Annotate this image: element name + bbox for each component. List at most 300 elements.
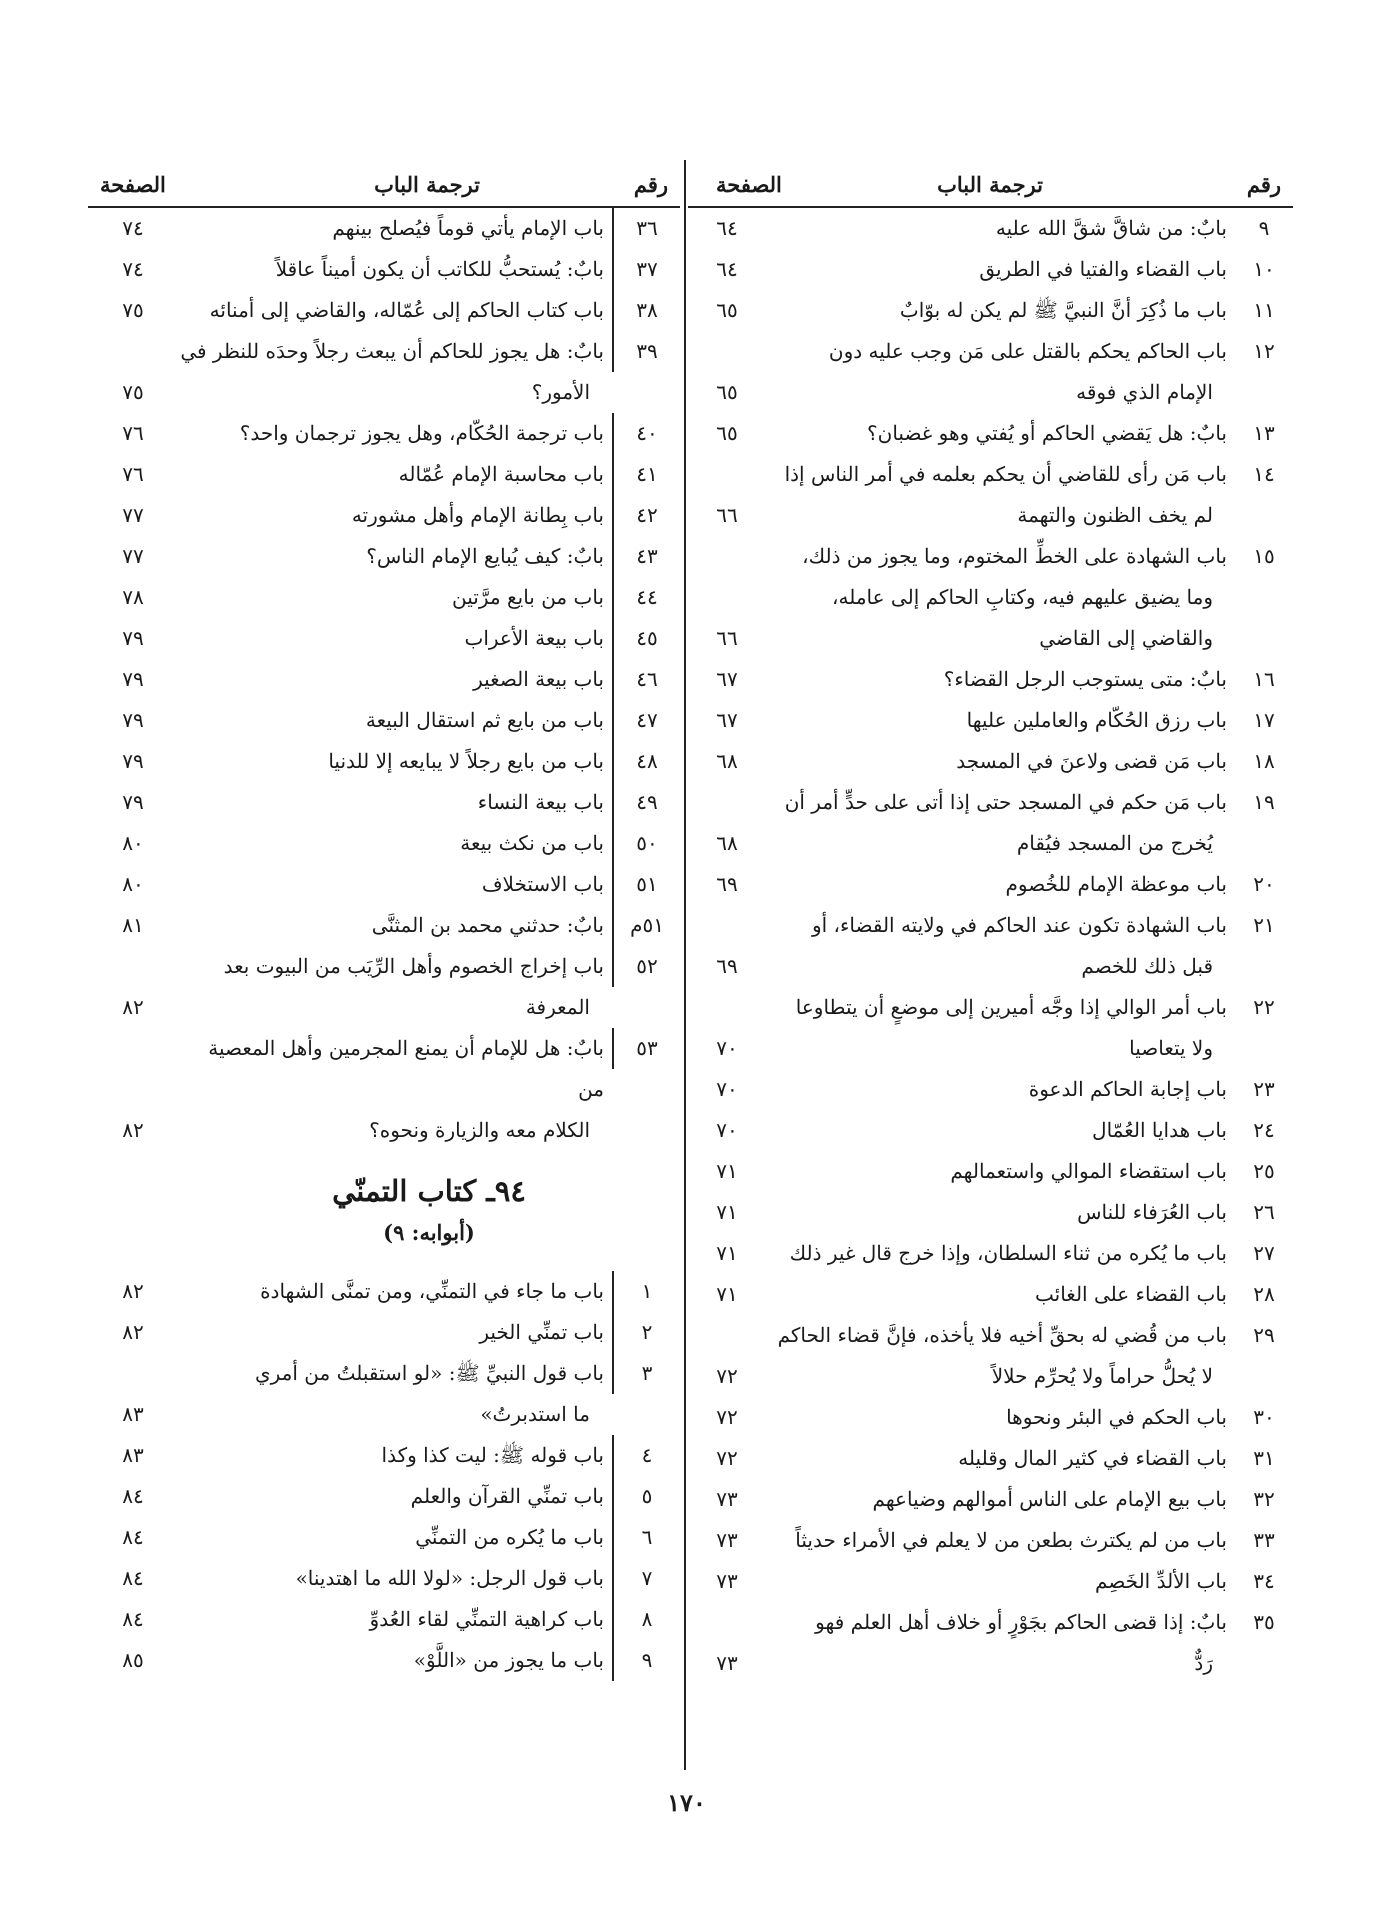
row-number: ٣٩ bbox=[612, 331, 680, 372]
index-row bbox=[88, 536, 680, 577]
right-column bbox=[688, 160, 1293, 1684]
row-page: ٧٣ bbox=[716, 1487, 738, 1511]
row-page: ٧٠ bbox=[716, 1077, 738, 1101]
row-title bbox=[766, 1315, 1235, 1397]
index-row bbox=[688, 1561, 1293, 1602]
row-page: ٧٥ bbox=[122, 380, 144, 404]
index-row bbox=[688, 1397, 1293, 1438]
row-number: ١٠ bbox=[1253, 257, 1275, 281]
index-row bbox=[688, 249, 1293, 290]
row-title-line: باب موعظة الإمام للخُصوم bbox=[1005, 872, 1227, 896]
row-title-line: والقاضي إلى القاضي bbox=[1039, 626, 1213, 650]
row-number: ١٥ bbox=[1253, 544, 1275, 568]
row-title-line: باب من نكث بيعة bbox=[460, 831, 604, 855]
row-title bbox=[178, 1435, 612, 1476]
row-page: ٧٢ bbox=[716, 1364, 738, 1388]
index-row bbox=[88, 454, 680, 495]
row-title-line: باب محاسبة الإمام عُمّاله bbox=[398, 462, 604, 486]
index-row bbox=[688, 208, 1293, 249]
row-number: ١٣ bbox=[1253, 421, 1275, 445]
index-row bbox=[88, 1599, 680, 1640]
row-number: ٣١ bbox=[1253, 1446, 1275, 1470]
row-title bbox=[178, 1312, 612, 1353]
row-page: ٦٥ bbox=[716, 380, 738, 404]
row-title bbox=[766, 208, 1235, 249]
row-title-line: بابٌ: من شاقَّ شقَّ الله عليه bbox=[995, 216, 1227, 240]
row-number: ١٢ bbox=[1253, 339, 1275, 363]
index-row bbox=[688, 782, 1293, 864]
row-title-line: رَدٌّ bbox=[1194, 1651, 1213, 1675]
row-title bbox=[178, 1476, 612, 1517]
header-page: الصفحة bbox=[716, 172, 782, 197]
row-title-line: باب تمنِّي الخير bbox=[479, 1320, 604, 1344]
row-title-line: الإمام الذي فوقه bbox=[1076, 380, 1213, 404]
row-title-line: باب مَن حكم في المسجد حتى إذا أتى على حدٍّ أمر أن bbox=[784, 790, 1227, 814]
row-title-line: باب أمر الوالي إذا وجَّه أميرين إلى موضعٍ أن يتطاوعا bbox=[795, 995, 1227, 1019]
row-title bbox=[178, 208, 612, 249]
index-row bbox=[88, 864, 680, 905]
row-title-line: بابٌ: هل يَقضي الحاكم أو يُفتي وهو غضبان؟ bbox=[867, 421, 1227, 445]
row-title-line: باب الحاكم يحكم بالقتل على مَن وجب عليه دون bbox=[828, 339, 1227, 363]
row-number: ٩ bbox=[1258, 216, 1270, 240]
row-page: ٦٧ bbox=[716, 667, 738, 691]
index-row bbox=[88, 782, 680, 823]
row-title bbox=[178, 577, 612, 618]
row-title-line: يُخرج من المسجد فيُقام bbox=[1016, 831, 1213, 855]
index-row bbox=[688, 1110, 1293, 1151]
row-title-line: لم يخف الظنون والتهمة bbox=[1017, 503, 1213, 527]
row-number: ١٦ bbox=[1253, 667, 1275, 691]
index-row bbox=[88, 1271, 680, 1312]
row-number: ٣٣ bbox=[1253, 1528, 1275, 1552]
index-row bbox=[88, 1435, 680, 1476]
row-page: ٨٢ bbox=[122, 1118, 144, 1142]
row-page: ٧٩ bbox=[122, 708, 144, 732]
index-row bbox=[88, 1558, 680, 1599]
row-page: ٧٦ bbox=[122, 421, 144, 445]
row-number: ١ bbox=[612, 1271, 680, 1312]
row-number: ٤٦ bbox=[612, 659, 680, 700]
index-row bbox=[688, 1479, 1293, 1520]
row-title bbox=[178, 659, 612, 700]
row-page: ٧٧ bbox=[122, 544, 144, 568]
row-title bbox=[178, 1353, 612, 1435]
row-page: ٨٠ bbox=[122, 831, 144, 855]
row-page: ٧٩ bbox=[122, 626, 144, 650]
row-page: ٧٧ bbox=[122, 503, 144, 527]
row-page: ٧٩ bbox=[122, 790, 144, 814]
row-title-line: بابٌ: هل للإمام أن يمنع المجرمين وأهل المعصية من bbox=[208, 1036, 604, 1101]
row-page: ٨٠ bbox=[122, 872, 144, 896]
row-page: ٧٣ bbox=[716, 1651, 738, 1675]
row-title-line: باب العُرَفاء للناس bbox=[1077, 1200, 1227, 1224]
row-title-line: باب قول النبيِّ ﷺ: «لو استقبلتُ من أمري bbox=[254, 1361, 604, 1385]
row-title-line: باب إخراج الخصوم وأهل الرِّيَب من البيوت بعد bbox=[223, 954, 604, 978]
row-title-line: بابٌ: حدثني محمد بن المثنَّى bbox=[371, 913, 604, 937]
row-page: ٦٨ bbox=[716, 831, 738, 855]
row-title-line: قبل ذلك للخصم bbox=[1081, 954, 1213, 978]
row-title-line: بابٌ: متى يستوجب الرجل القضاء؟ bbox=[943, 667, 1227, 691]
row-title bbox=[178, 700, 612, 741]
row-page: ٨٤ bbox=[122, 1566, 144, 1590]
row-title bbox=[178, 782, 612, 823]
row-number: ٢٦ bbox=[1253, 1200, 1275, 1224]
row-title-line: باب مَن قضى ولاعنَ في المسجد bbox=[956, 749, 1227, 773]
row-title-line: باب قول الرجل: «لولا الله ما اهتدينا» bbox=[295, 1566, 604, 1590]
row-page: ٦٤ bbox=[716, 216, 738, 240]
row-page: ٧٦ bbox=[122, 462, 144, 486]
row-title-line: باب ترجمة الحُكّام، وهل يجوز ترجمان واحد؟ bbox=[239, 421, 604, 445]
row-title-line: بابٌ: هل يجوز للحاكم أن يبعث رجلاً وحدَه للنظر في bbox=[180, 339, 604, 363]
header-title: ترجمة الباب bbox=[937, 172, 1043, 197]
row-title bbox=[766, 1069, 1235, 1110]
row-number: ٣٦ bbox=[612, 208, 680, 249]
row-page: ٨٤ bbox=[122, 1525, 144, 1549]
row-number: ٥٢ bbox=[612, 946, 680, 987]
row-page: ٦٥ bbox=[716, 298, 738, 322]
row-title bbox=[766, 864, 1235, 905]
right-column-header bbox=[688, 160, 1293, 208]
row-number: ٣٧ bbox=[612, 249, 680, 290]
index-row bbox=[88, 290, 680, 331]
index-row bbox=[88, 1476, 680, 1517]
row-number: ٢١ bbox=[1253, 913, 1275, 937]
header-num: رقم bbox=[1246, 172, 1281, 197]
row-title-line: بابٌ: إذا قضى الحاكم بجَوْرٍ أو خلاف أهل العلم فهو bbox=[815, 1610, 1227, 1634]
row-title-line: المعرفة bbox=[525, 995, 590, 1019]
index-row bbox=[688, 864, 1293, 905]
index-row bbox=[688, 659, 1293, 700]
row-page: ٦٦ bbox=[716, 626, 738, 650]
row-page: ٧١ bbox=[716, 1200, 738, 1224]
row-title bbox=[766, 741, 1235, 782]
book-rows bbox=[88, 1271, 680, 1681]
row-title-line: باب تمنِّي القرآن والعلم bbox=[410, 1484, 604, 1508]
row-title-line: باب الإمام يأتي قوماً فيُصلح بينهم bbox=[332, 216, 604, 240]
row-title-line: باب كتاب الحاكم إلى عُمّاله، والقاضي إلى أمنائه bbox=[209, 298, 604, 322]
row-page: ٨٤ bbox=[122, 1484, 144, 1508]
index-row bbox=[88, 413, 680, 454]
row-title-line: باب من لم يكترث بطعن من لا يعلم في الأمراء حديثاً bbox=[795, 1528, 1227, 1552]
row-title-line: بابٌ: يُستحبُّ للكاتب أن يكون أميناً عاقلاً bbox=[275, 257, 604, 281]
row-title-line: باب الشهادة على الخطِّ المختوم، وما يجوز من ذلك، bbox=[802, 544, 1227, 568]
index-row bbox=[88, 946, 680, 1028]
row-number: ٤٤ bbox=[612, 577, 680, 618]
header-page: الصفحة bbox=[100, 172, 166, 197]
row-page: ٨٣ bbox=[122, 1443, 144, 1467]
row-page: ٧١ bbox=[716, 1241, 738, 1265]
row-number: ١٤ bbox=[1253, 462, 1275, 486]
index-row bbox=[688, 1315, 1293, 1397]
row-number: ٣٨ bbox=[612, 290, 680, 331]
row-number: ٥١م bbox=[612, 905, 680, 946]
row-title bbox=[766, 1438, 1235, 1479]
row-title bbox=[766, 1274, 1235, 1315]
row-number: ٤ bbox=[612, 1435, 680, 1476]
row-number: ٤٧ bbox=[612, 700, 680, 741]
row-title bbox=[178, 1558, 612, 1599]
row-number: ٢٤ bbox=[1253, 1118, 1275, 1142]
row-page: ٧٤ bbox=[122, 216, 144, 240]
row-title bbox=[766, 290, 1235, 331]
row-title-line: باب من قُضي له بحقِّ أخيه فلا يأخذه، فإنَّ قضاء الحاكم bbox=[777, 1323, 1227, 1347]
right-rows bbox=[688, 208, 1293, 1684]
index-row bbox=[688, 1438, 1293, 1479]
row-number: ٤٣ bbox=[612, 536, 680, 577]
index-row bbox=[688, 290, 1293, 331]
row-page: ٨٤ bbox=[122, 1607, 144, 1631]
row-page: ٦٧ bbox=[716, 708, 738, 732]
row-title bbox=[766, 1151, 1235, 1192]
row-title bbox=[766, 249, 1235, 290]
row-title-line: باب من بايع مرَّتين bbox=[452, 585, 604, 609]
index-row bbox=[688, 987, 1293, 1069]
row-title bbox=[766, 782, 1235, 864]
row-title-line: باب كراهية التمنِّي لقاء العُدوِّ bbox=[369, 1607, 604, 1631]
row-title-line: ولا يتعاصيا bbox=[1129, 1036, 1213, 1060]
row-title bbox=[766, 905, 1235, 987]
index-row bbox=[88, 1312, 680, 1353]
row-title-line: باب الشهادة تكون عند الحاكم في ولايته القضاء، أو bbox=[811, 913, 1227, 937]
row-title-line: باب الألدِّ الخَصِم bbox=[1095, 1569, 1227, 1593]
row-title-line: باب من بايع ثم استقال البيعة bbox=[365, 708, 604, 732]
row-title bbox=[178, 249, 612, 290]
row-title-line: باب قوله ﷺ: ليت كذا وكذا bbox=[381, 1443, 604, 1467]
row-title bbox=[178, 618, 612, 659]
index-row bbox=[688, 454, 1293, 536]
index-row bbox=[688, 413, 1293, 454]
index-row bbox=[688, 1602, 1293, 1684]
row-title-line: بابٌ: كيف يُبايع الإمام الناس؟ bbox=[366, 544, 604, 568]
book-subtitle: (أبوابه: ٩) bbox=[383, 1220, 475, 1245]
row-title bbox=[766, 1192, 1235, 1233]
row-number: ٣٠ bbox=[1253, 1405, 1275, 1429]
row-title bbox=[178, 1599, 612, 1640]
index-row bbox=[88, 1353, 680, 1435]
row-title bbox=[766, 413, 1235, 454]
row-number: ٢ bbox=[612, 1312, 680, 1353]
row-title bbox=[766, 1561, 1235, 1602]
row-number: ٢٠ bbox=[1253, 872, 1275, 896]
row-title bbox=[766, 1520, 1235, 1561]
index-row bbox=[88, 249, 680, 290]
row-title bbox=[766, 331, 1235, 413]
row-number: ٢٢ bbox=[1253, 995, 1275, 1019]
row-title-line: باب بيعة الصغير bbox=[473, 667, 604, 691]
left-column-header bbox=[88, 160, 680, 208]
row-number: ٥١ bbox=[612, 864, 680, 905]
row-page: ٧٠ bbox=[716, 1118, 738, 1142]
row-title bbox=[766, 987, 1235, 1069]
page-number: ١٧٠ bbox=[667, 1788, 706, 1817]
row-number: ٢٣ bbox=[1253, 1077, 1275, 1101]
row-number: ٢٥ bbox=[1253, 1159, 1275, 1183]
index-row bbox=[688, 741, 1293, 782]
left-column bbox=[88, 160, 680, 1681]
row-title-line: الأمور؟ bbox=[531, 380, 590, 404]
row-title-line: باب بيعة الأعراب bbox=[464, 626, 604, 650]
row-page: ٧٩ bbox=[122, 667, 144, 691]
row-title bbox=[766, 1602, 1235, 1684]
index-row bbox=[688, 905, 1293, 987]
row-title-line: باب استقضاء الموالي واستعمالهم bbox=[950, 1159, 1227, 1183]
row-title bbox=[178, 1028, 612, 1151]
index-row bbox=[88, 495, 680, 536]
row-title bbox=[766, 1397, 1235, 1438]
index-row bbox=[688, 1274, 1293, 1315]
row-number: ٣ bbox=[612, 1353, 680, 1394]
row-page: ٦٦ bbox=[716, 503, 738, 527]
index-row bbox=[688, 700, 1293, 741]
row-title bbox=[766, 700, 1235, 741]
row-number: ٤٠ bbox=[612, 413, 680, 454]
row-title bbox=[178, 1271, 612, 1312]
row-page: ٧٠ bbox=[716, 1036, 738, 1060]
row-title-line: باب إجابة الحاكم الدعوة bbox=[1028, 1077, 1227, 1101]
row-page: ٨٢ bbox=[122, 1279, 144, 1303]
row-title bbox=[178, 1517, 612, 1558]
row-title bbox=[178, 331, 612, 413]
index-row bbox=[688, 1069, 1293, 1110]
row-title-line: باب الحكم في البئر ونحوها bbox=[1006, 1405, 1227, 1429]
row-number: ٥٠ bbox=[612, 823, 680, 864]
row-number: ٣٢ bbox=[1253, 1487, 1275, 1511]
index-row bbox=[688, 1151, 1293, 1192]
row-number: ٤٨ bbox=[612, 741, 680, 782]
row-page: ٦٤ bbox=[716, 257, 738, 281]
row-title-line: باب القضاء والفتيا في الطريق bbox=[979, 257, 1227, 281]
index-row bbox=[88, 577, 680, 618]
row-page: ٨١ bbox=[122, 913, 144, 937]
index-row bbox=[88, 208, 680, 249]
row-title bbox=[766, 1233, 1235, 1274]
row-page: ٨٣ bbox=[122, 1402, 144, 1426]
row-page: ٦٩ bbox=[716, 954, 738, 978]
row-title bbox=[178, 495, 612, 536]
row-title-line: باب ما يُكره من التمنِّي bbox=[415, 1525, 604, 1549]
index-row bbox=[88, 823, 680, 864]
row-title-line: ما استدبرتُ» bbox=[480, 1402, 590, 1426]
row-number: ٣٤ bbox=[1253, 1569, 1275, 1593]
index-row bbox=[688, 1192, 1293, 1233]
row-title-line: الكلام معه والزيارة ونحوه؟ bbox=[369, 1118, 590, 1142]
left-rows bbox=[88, 208, 680, 1151]
row-number: ٣٥ bbox=[1253, 1610, 1275, 1634]
row-title bbox=[766, 536, 1235, 659]
row-number: ٤٥ bbox=[612, 618, 680, 659]
row-title bbox=[178, 1640, 612, 1681]
row-page: ٦٨ bbox=[716, 749, 738, 773]
row-page: ٨٢ bbox=[122, 1320, 144, 1344]
row-title-line: باب رزق الحُكّام والعاملين عليها bbox=[966, 708, 1227, 732]
column-separator bbox=[684, 160, 686, 1770]
row-page: ٨٢ bbox=[122, 995, 144, 1019]
row-page: ٧١ bbox=[716, 1159, 738, 1183]
header-title: ترجمة الباب bbox=[374, 172, 480, 197]
index-row bbox=[88, 700, 680, 741]
row-title-line: باب بيعة النساء bbox=[477, 790, 604, 814]
book-title: ٩٤ـ كتاب التمنّي bbox=[332, 1174, 526, 1208]
row-title bbox=[178, 864, 612, 905]
index-row bbox=[88, 905, 680, 946]
row-number: ٧ bbox=[612, 1558, 680, 1599]
index-row bbox=[88, 741, 680, 782]
index-row bbox=[88, 659, 680, 700]
row-title bbox=[178, 905, 612, 946]
index-row bbox=[688, 331, 1293, 413]
row-page: ٦٩ bbox=[716, 872, 738, 896]
row-title-line: باب القضاء في كثير المال وقليله bbox=[958, 1446, 1227, 1470]
row-number: ٤١ bbox=[612, 454, 680, 495]
row-title bbox=[178, 536, 612, 577]
row-page: ٨٥ bbox=[122, 1648, 144, 1672]
row-number: ٨ bbox=[612, 1599, 680, 1640]
row-number: ٢٨ bbox=[1253, 1282, 1275, 1306]
row-page: ٧١ bbox=[716, 1282, 738, 1306]
index-row bbox=[88, 618, 680, 659]
row-title-line: باب ما جاء في التمنِّي، ومن تمنَّى الشهادة bbox=[260, 1279, 604, 1303]
index-row bbox=[688, 1233, 1293, 1274]
row-title bbox=[766, 659, 1235, 700]
row-title-line: باب مَن رأى للقاضي أن يحكم بعلمه في أمر الناس إذا bbox=[784, 462, 1227, 486]
index-row bbox=[688, 536, 1293, 659]
row-page: ٧٤ bbox=[122, 257, 144, 281]
row-title-line: باب بِطانة الإمام وأهل مشورته bbox=[351, 503, 604, 527]
row-title-line: باب من بايع رجلاً لا يبايعه إلا للدنيا bbox=[328, 749, 604, 773]
row-number: ١٨ bbox=[1253, 749, 1275, 773]
row-title bbox=[178, 741, 612, 782]
row-title-line: باب هدايا العُمّال bbox=[1092, 1118, 1227, 1142]
row-title-line: باب ما يجوز من «اللَّوْ» bbox=[413, 1648, 604, 1672]
row-title bbox=[766, 1479, 1235, 1520]
row-page: ٧٢ bbox=[716, 1405, 738, 1429]
row-number: ٢٧ bbox=[1253, 1241, 1275, 1265]
row-number: ٥٣ bbox=[612, 1028, 680, 1069]
row-page: ٧٨ bbox=[122, 585, 144, 609]
row-title-line: باب بيع الإمام على الناس أموالهم وضياعهم bbox=[872, 1487, 1227, 1511]
row-title-line: باب القضاء على الغائب bbox=[1035, 1282, 1227, 1306]
row-title-line: وما يضيق عليهم فيه، وكتابِ الحاكم إلى عامله، bbox=[832, 585, 1213, 609]
row-number: ٥ bbox=[612, 1476, 680, 1517]
row-title bbox=[178, 290, 612, 331]
header-num: رقم bbox=[633, 172, 668, 197]
index-row bbox=[88, 1517, 680, 1558]
row-title bbox=[766, 1110, 1235, 1151]
row-title bbox=[178, 413, 612, 454]
index-row bbox=[88, 1028, 680, 1151]
row-number: ٩ bbox=[612, 1640, 680, 1681]
row-number: ٤٢ bbox=[612, 495, 680, 536]
row-number: ٤٩ bbox=[612, 782, 680, 823]
row-page: ٦٥ bbox=[716, 421, 738, 445]
row-title-line: باب ما ذُكِرَ أنَّ النبيَّ ﷺ لم يكن له بوّابٌ bbox=[899, 298, 1227, 322]
index-row bbox=[88, 1640, 680, 1681]
row-title bbox=[178, 946, 612, 1028]
row-page: ٧٩ bbox=[122, 749, 144, 773]
row-title bbox=[766, 454, 1235, 536]
row-number: ٢٩ bbox=[1253, 1323, 1275, 1347]
row-page: ٧٥ bbox=[122, 298, 144, 322]
row-number: ٦ bbox=[612, 1517, 680, 1558]
row-page: ٧٢ bbox=[716, 1446, 738, 1470]
row-title-line: باب ما يُكره من ثناء السلطان، وإذا خرج قال غير ذلك bbox=[789, 1241, 1227, 1265]
row-number: ١٩ bbox=[1253, 790, 1275, 814]
row-title bbox=[178, 823, 612, 864]
row-title bbox=[178, 454, 612, 495]
row-number: ١٧ bbox=[1253, 708, 1275, 732]
row-title-line: باب الاستخلاف bbox=[481, 872, 604, 896]
row-page: ٧٣ bbox=[716, 1569, 738, 1593]
